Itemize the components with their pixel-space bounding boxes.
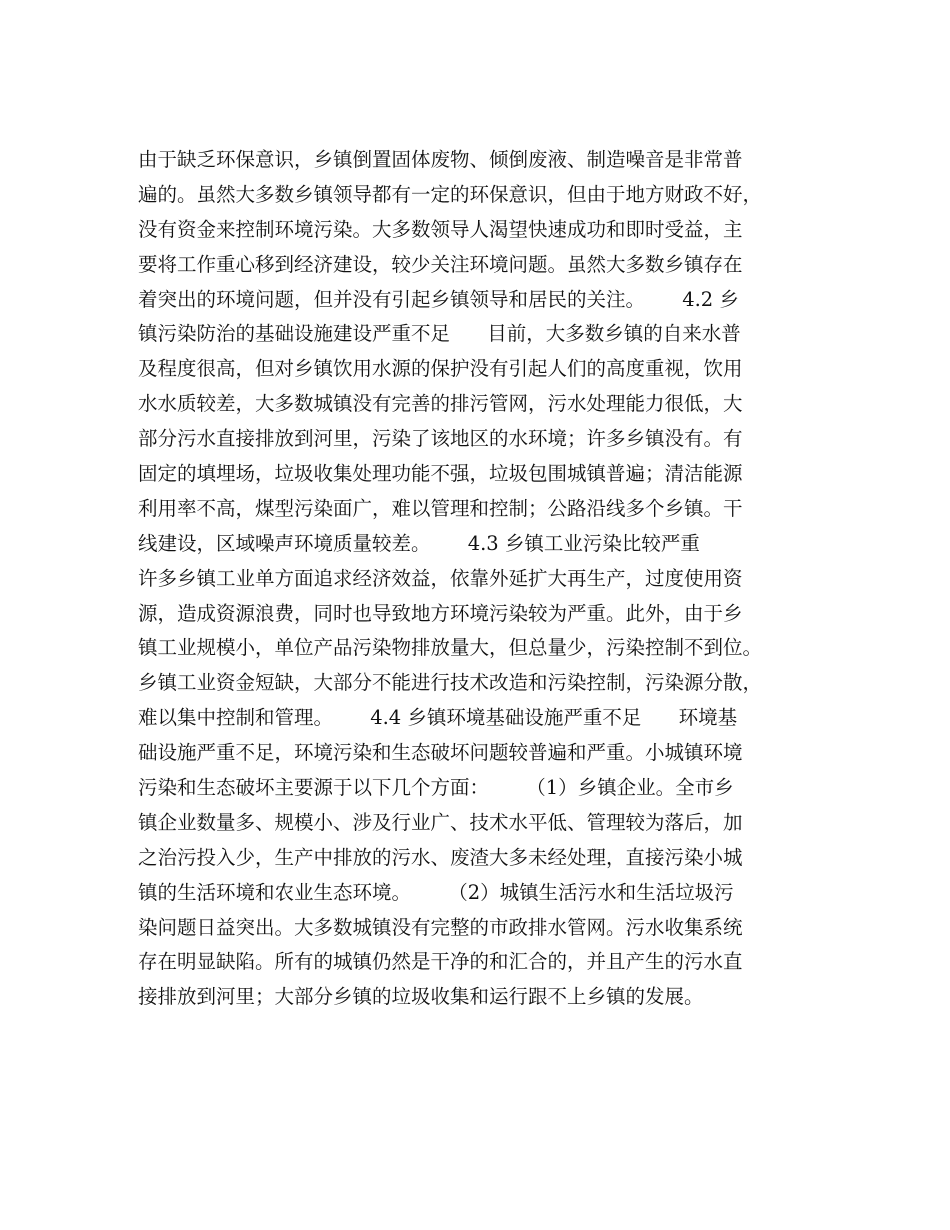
text-line: 着突出的环境问题，但并没有引起乡镇领导和居民的关注。 4.2 乡 [138,287,739,311]
text-line: 利用率不高，煤型污染面广，难以管理和控制；公路沿线多个乡镇。干 [138,496,743,520]
text-line: 接排放到河里；大部分乡镇的垃圾收集和运行跟不上乡镇的发展。 [138,985,704,1009]
text-line: 水水质较差，大多数城镇没有完善的排污管网，污水处理能力很低，大 [138,392,743,416]
text-line: 及程度很高，但对乡镇饮用水源的保护没有引起人们的高度重视，饮用 [138,357,743,381]
text-line: 源，造成资源浪费，同时也导致地方环境污染较为严重。此外，由于乡 [138,601,743,625]
text-line: 由于缺乏环保意识，乡镇倒置固体废物、倾倒废液、制造噪音是非常普 [138,148,743,171]
text-line: 镇污染防治的基础设施建设严重不足 目前，大多数乡镇的自来水普 [138,322,741,346]
text-line: 础设施严重不足，环境污染和生态破坏问题较普遍和严重。小城镇环境 [138,741,743,765]
text-line: 固定的填埋场，垃圾收集处理功能不强，垃圾包围城镇普遍；清洁能源 [138,462,743,486]
text-line: 许多乡镇工业单方面追求经济效益，依靠外延扩大再生产，过度使用资 [138,566,743,590]
text-line: 遍的。虽然大多数乡镇领导都有一定的环保意识，但由于地方财政不好， [138,182,763,206]
text-line: 乡镇工业资金短缺，大部分不能进行技术改造和污染控制，污染源分散， [138,671,763,695]
text-line: 要将工作重心移到经济建设，较少关注环境问题。虽然大多数乡镇存在 [138,252,743,276]
text-line: 之治污投入少，生产中排放的污水、废渣大多未经处理，直接污染小城 [138,845,743,869]
text-line: 难以集中控制和管理。 4.4 乡镇环境基础设施严重不足 环境基 [138,706,738,730]
text-line: 镇工业规模小，单位产品污染物排放量大，但总量少，污染控制不到位。 [138,636,763,660]
text-line: 线建设，区域噪声环境质量较差。 4.3 乡镇工业污染比较严重 [138,531,700,555]
text-line: 镇企业数量多、规模小、涉及行业广、技术水平低、管理较为落后，加 [138,810,743,834]
text-line: 污染和生态破坏主要源于以下几个方面： （1）乡镇企业。全市乡 [138,776,734,800]
text-line: 部分污水直接排放到河里，污染了该地区的水环境；许多乡镇没有。有 [138,427,743,451]
text-line: 镇的生活环境和农业生态环境。 （2）城镇生活污水和生活垃圾污 [138,880,734,904]
text-line: 存在明显缺陷。所有的城镇仍然是干净的和汇合的，并且产生的污水直 [138,950,743,974]
text-line: 染问题日益突出。大多数城镇没有完整的市政排水管网。污水收集系统 [138,915,743,939]
text-line: 没有资金来控制环境污染。大多数领导人渴望快速成功和即时受益，主 [138,217,743,241]
body-text [138,143,838,1015]
